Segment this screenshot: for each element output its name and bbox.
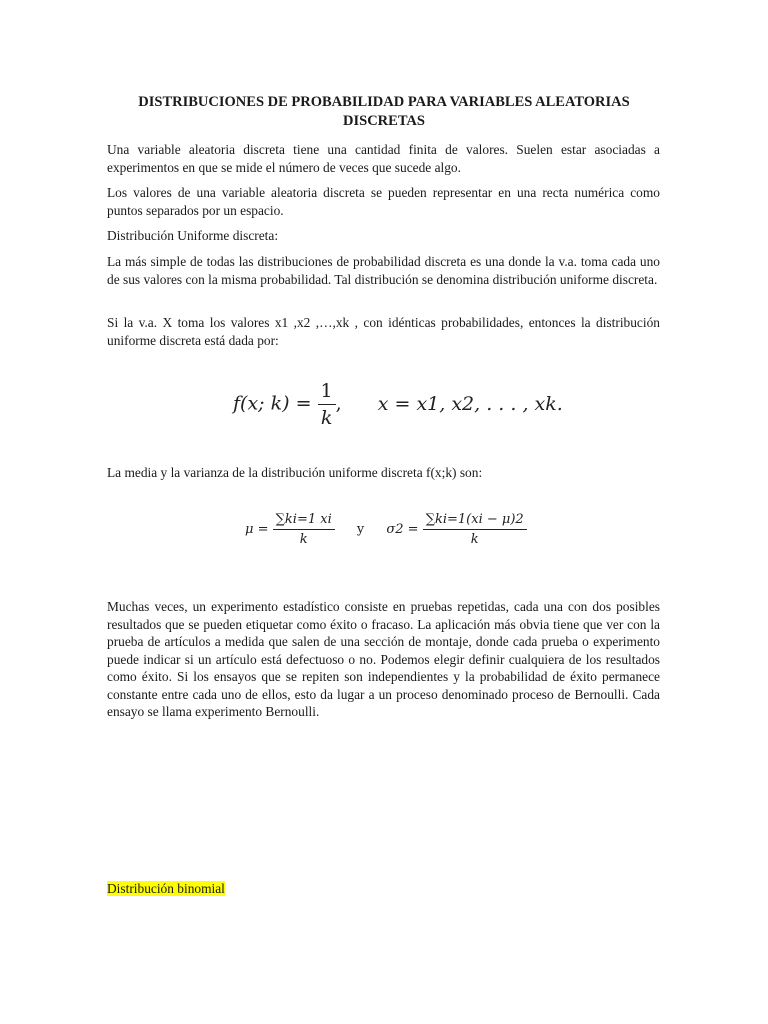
formula-uniform-denominator: k bbox=[320, 407, 333, 429]
formula-mean-fraction bbox=[273, 512, 335, 547]
formula-uniform-distribution bbox=[233, 380, 563, 429]
formula-variance-lhs: σ2 = bbox=[386, 522, 419, 537]
paragraph-number-line: Los valores de una variable aleatoria discreta se pueden representar en una recta numérica como puntos separados por un espacio. bbox=[107, 185, 660, 218]
formula-variance-numerator: ∑ki=1(xi − μ)2 bbox=[423, 512, 527, 530]
formula-mean-variance bbox=[245, 512, 527, 547]
formula-uniform-fraction bbox=[318, 380, 336, 429]
formula-uniform-comma: , bbox=[335, 392, 342, 415]
formula-uniform-rhs: x = x1, x2, . . . , xk. bbox=[377, 392, 563, 415]
highlighted-text: Distribución binomial bbox=[107, 881, 225, 896]
page-title: DISTRIBUCIONES DE PROBABILIDAD PARA VARIABLES ALEATORIAS DISCRETAS bbox=[138, 94, 630, 129]
section-heading-uniform: Distribución Uniforme discreta: bbox=[107, 228, 279, 243]
formula-connector: y bbox=[356, 522, 365, 537]
formula-mean-lhs: μ = bbox=[245, 522, 269, 537]
paragraph-mean-variance-intro: La media y la varianza de la distribución uniforme discreta f(x;k) son: bbox=[107, 465, 483, 480]
formula-variance-denominator: k bbox=[470, 532, 479, 547]
formula-mean-numerator: ∑ki=1 xi bbox=[273, 512, 335, 530]
paragraph-uniform-values: Si la v.a. X toma los valores x1 ,x2 ,…,xk , con idénticas probabilidades, entonces la distribución uniforme discreta está dada por: bbox=[107, 315, 660, 348]
formula-mean-denominator: k bbox=[299, 532, 308, 547]
formula-uniform-lhs: f(x; k) = bbox=[233, 392, 312, 415]
formula-uniform-numerator: 1 bbox=[318, 380, 336, 405]
paragraph-uniform-definition: La más simple de todas las distribuciones de probabilidad discreta es una donde la v.a. toma cada uno de sus valores con la misma probabilidad. Tal distribución se denomina distribución uniforme discreta. bbox=[107, 254, 660, 287]
formula-variance-fraction bbox=[423, 512, 527, 547]
section-heading-binomial bbox=[107, 880, 225, 898]
paragraph-definition: Una variable aleatoria discreta tiene una cantidad finita de valores. Suelen estar asociadas a experimentos en que se mide el número de veces que sucede algo. bbox=[107, 142, 660, 175]
paragraph-bernoulli-process: Muchas veces, un experimento estadístico consiste en pruebas repetidas, cada una con dos posibles resultados que se pueden etiquetar como éxito o fracaso. La aplicación más obvia tiene que ver con la prueba de artículos a medida que salen de una sección de montaje, donde cada prueba o experimento puede indicar si un artículo está defectuoso o no. Podemos elegir definir cualquiera de los resultados como éxito. Si los ensayos que se repiten son independientes y la probabilidad de éxito permanece constante entre cada uno de ellos, esto da lugar a un proceso denominado proceso de Bernoulli. Cada ensayo se llama experimento Bernoulli. bbox=[107, 599, 660, 719]
